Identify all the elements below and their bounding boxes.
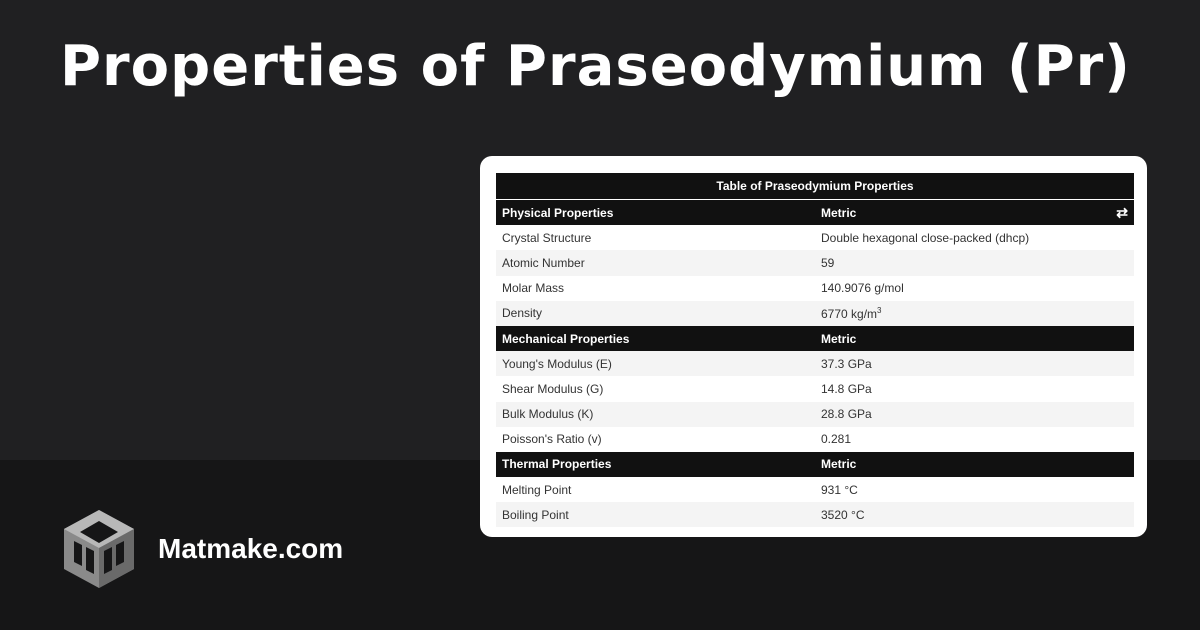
table-row — [496, 502, 1134, 527]
table-row — [496, 276, 1134, 301]
property-value: 59 — [821, 255, 835, 270]
table-row — [496, 225, 1134, 250]
property-value: 0.281 — [821, 432, 852, 447]
property-name: Bulk Modulus (K) — [502, 407, 594, 422]
property-name: Shear Modulus (G) — [502, 381, 604, 396]
property-value: 28.8 GPa — [821, 407, 872, 422]
table-caption: Table of Praseodymium Properties — [496, 173, 1134, 200]
table-row — [496, 477, 1134, 502]
property-value: Double hexagonal close-packed (dhcp) — [821, 230, 1030, 245]
property-name: Crystal Structure — [502, 230, 592, 245]
metric-header: Metric — [821, 457, 857, 472]
matmake-cube-logo-icon — [62, 508, 136, 590]
page-title: Properties of Praseodymium (Pr) — [60, 34, 1131, 99]
metric-header-cell — [815, 206, 1134, 220]
table-row — [496, 427, 1134, 452]
metric-header: Metric — [821, 331, 857, 346]
section-header-mechanical — [496, 326, 1134, 351]
swap-units-icon[interactable]: ⇄ — [1116, 204, 1128, 221]
section-title: Physical Properties — [502, 205, 614, 220]
table-row — [496, 301, 1134, 326]
table-row — [496, 402, 1134, 427]
metric-header: Metric — [821, 205, 857, 220]
section-header-thermal — [496, 452, 1134, 477]
section-title: Thermal Properties — [502, 457, 612, 472]
property-value: 3520 °C — [821, 507, 865, 522]
property-name: Poisson's Ratio (v) — [502, 432, 602, 447]
property-value: 931 °C — [821, 482, 858, 497]
property-name: Melting Point — [502, 482, 572, 497]
property-name: Atomic Number — [502, 255, 585, 270]
table-row — [496, 376, 1134, 401]
property-value-cell — [815, 306, 1134, 321]
property-value: 37.3 GPa — [821, 356, 872, 371]
property-name: Density — [502, 306, 543, 321]
section-title: Mechanical Properties — [502, 331, 630, 346]
properties-card — [480, 156, 1147, 537]
property-value: 6770 kg/m — [821, 306, 878, 321]
property-value: 14.8 GPa — [821, 381, 872, 396]
properties-table — [496, 173, 1134, 527]
section-header-physical — [496, 200, 1134, 225]
property-name: Boiling Point — [502, 507, 569, 522]
property-value: 140.9076 g/mol — [821, 281, 904, 296]
brand[interactable] — [62, 508, 343, 590]
unit-superscript: 3 — [877, 305, 882, 315]
property-name: Molar Mass — [502, 281, 565, 296]
table-row — [496, 250, 1134, 275]
brand-name[interactable]: Matmake.com — [158, 533, 344, 564]
table-row — [496, 351, 1134, 376]
property-name: Young's Modulus (E) — [502, 356, 612, 371]
